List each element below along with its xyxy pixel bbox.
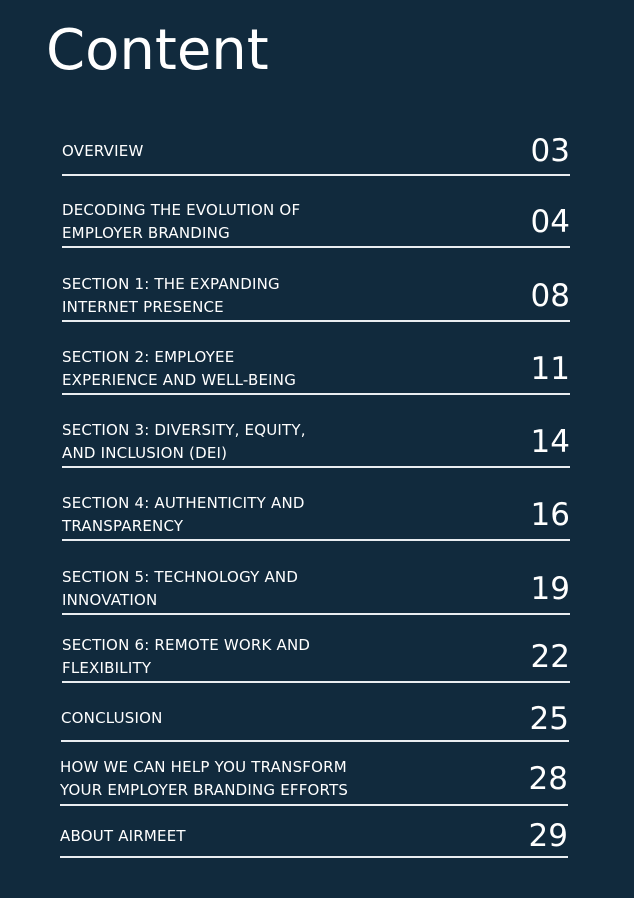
toc-item-label-line: EXPERIENCE AND WELL-BEING (62, 370, 297, 389)
toc-item-label (62, 346, 296, 392)
toc-item-label-line: FLEXIBILITY (62, 658, 152, 677)
toc-item-section-2[interactable] (62, 344, 570, 395)
toc-item-overview[interactable] (62, 128, 570, 176)
toc-item-label (62, 199, 300, 245)
toc-item-page-number: 11 (530, 350, 570, 387)
toc-item-page-number: 25 (529, 700, 569, 737)
toc-item-label (60, 825, 186, 848)
toc-item-label-line: HOW WE CAN HELP YOU TRANSFORM (60, 758, 347, 776)
toc-item-label (62, 419, 306, 465)
toc-item-label-line: SECTION 4: AUTHENTICITY AND (62, 493, 305, 512)
toc-item-label (62, 566, 298, 612)
toc-item-label (62, 492, 305, 538)
toc-item-section-5[interactable] (62, 564, 570, 615)
toc-item-label (60, 756, 348, 802)
toc-item-label-line: SECTION 5: TECHNOLOGY AND (62, 567, 299, 586)
toc-item-how-we-can-help[interactable] (60, 754, 568, 806)
toc-item-page-number: 04 (530, 204, 570, 240)
toc-item-page-number: 16 (530, 496, 570, 533)
toc-item-page-number: 28 (528, 761, 568, 797)
toc-item-label (62, 140, 143, 163)
toc-item-label-line: SECTION 2: EMPLOYEE (62, 347, 235, 366)
toc-item-page-number: 08 (530, 277, 570, 314)
toc-item-page-number: 03 (530, 133, 570, 169)
toc-item-conclusion[interactable] (61, 697, 569, 742)
toc-item-label-line: INNOVATION (62, 590, 158, 609)
page-title: Content (46, 18, 269, 83)
toc-item-section-1[interactable] (62, 271, 570, 322)
toc-item-label-line: YOUR EMPLOYER BRANDING EFFORTS (60, 781, 349, 799)
toc-item-section-3[interactable] (62, 417, 570, 468)
toc-item-label-line: DECODING THE EVOLUTION OF (62, 201, 301, 219)
toc-item-label-line: SECTION 3: DIVERSITY, EQUITY, (62, 420, 306, 439)
toc-item-label (61, 707, 163, 730)
toc-item-page-number: 19 (530, 570, 570, 607)
toc-item-about-airmeet[interactable] (60, 816, 568, 858)
toc-item-label-line: CONCLUSION (61, 709, 163, 727)
toc-item-label-line: INTERNET PRESENCE (62, 297, 224, 316)
toc-item-label-line: TRANSPARENCY (62, 516, 184, 535)
toc-item-label-line: SECTION 6: REMOTE WORK AND (62, 635, 311, 654)
toc-item-label-line: ABOUT AIRMEET (60, 826, 186, 845)
toc-item-page-number: 29 (528, 818, 568, 854)
toc-item-page-number: 14 (530, 423, 570, 460)
toc-item-decoding-evolution[interactable] (62, 198, 570, 248)
toc-item-label (62, 634, 310, 680)
toc-item-label-line: OVERVIEW (62, 141, 144, 160)
toc-item-page-number: 22 (530, 638, 570, 675)
toc-item-label (62, 273, 280, 319)
toc-item-label-line: SECTION 1: THE EXPANDING (62, 274, 280, 293)
toc-item-label-line: EMPLOYER BRANDING (62, 224, 230, 242)
toc-item-section-6[interactable] (62, 632, 570, 683)
toc-item-section-4[interactable] (62, 490, 570, 541)
toc-item-label-line: AND INCLUSION (DEI) (62, 443, 228, 462)
